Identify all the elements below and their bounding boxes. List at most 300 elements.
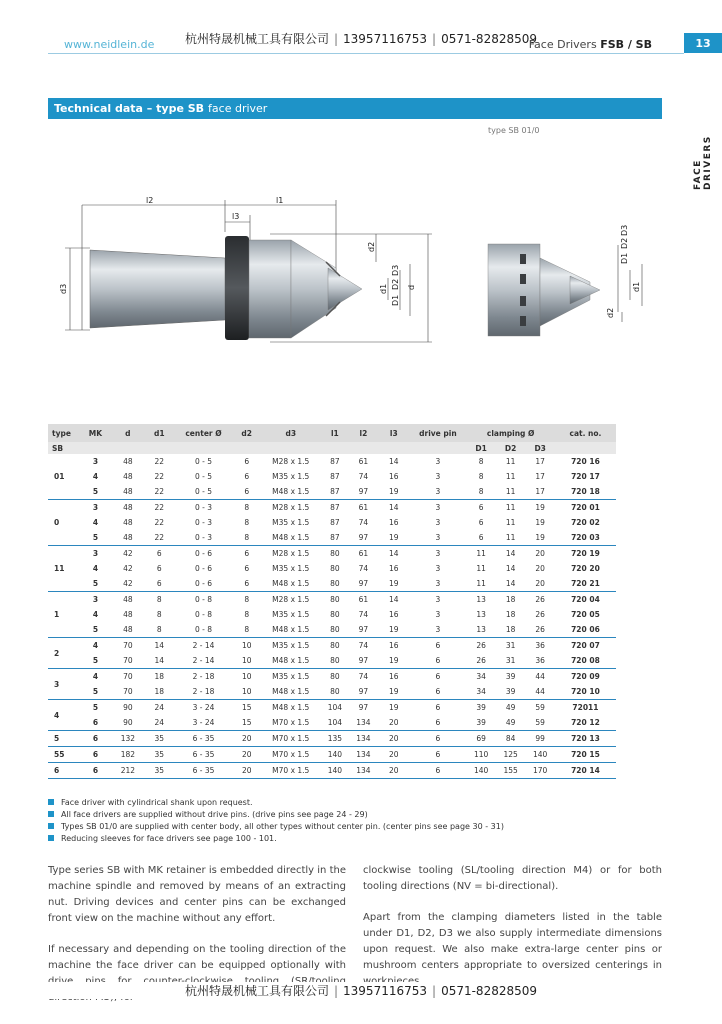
table-cell: 212 [111, 763, 144, 779]
table-cell: M70 x 1.5 [260, 731, 321, 747]
table-row [48, 763, 616, 779]
table-cell: 26 [476, 641, 486, 650]
table-cell: 80 [330, 641, 340, 650]
table-cell: M48 x 1.5 [260, 530, 321, 546]
table-row [48, 576, 616, 592]
table-cell: 80 [330, 564, 340, 573]
table-cell: 97 [349, 622, 379, 638]
table-cell: 49 [496, 715, 526, 731]
technical-data-table [48, 424, 616, 779]
table-cell: 26 [535, 595, 545, 604]
company-fax: 0571-82828509 [441, 984, 538, 998]
table-cell: 5 [80, 622, 111, 638]
table-cell: 17 [535, 472, 545, 481]
table-cell: 18 [505, 610, 516, 619]
table-cell: 34 [476, 672, 486, 681]
table-cell: 3 [92, 457, 99, 466]
table-cell: 140 [321, 763, 349, 779]
table-cell: 11 [466, 576, 496, 592]
table-cell: 20 [378, 731, 409, 747]
table-cell: M35 x 1.5 [272, 641, 310, 650]
table-cell: M35 x 1.5 [272, 518, 310, 527]
table-cell: 74 [358, 518, 369, 527]
table-cell: 3 [409, 484, 466, 500]
table-cell: 8 [244, 503, 250, 512]
table-row [48, 700, 616, 716]
table-cell: M48 x 1.5 [260, 622, 321, 638]
paragraph: clockwise tooling (SL/tooling direction M4) or for both tooling directions (NV = bi-directional). [363, 865, 662, 892]
table-cell: 15 [233, 715, 260, 731]
table-cell: 134 [349, 763, 379, 779]
table-row [48, 638, 616, 654]
table-cell: 61 [358, 549, 369, 558]
table-cell: 14 [389, 457, 399, 466]
table-cell: 4 [92, 564, 99, 573]
table-cell: 48 [123, 518, 133, 527]
table-cell: 35 [145, 731, 174, 747]
table-cell: 6 [435, 703, 441, 712]
table-cell: 74 [358, 672, 369, 681]
table-cell: 22 [145, 530, 174, 546]
table-cell: 0 - 3 [174, 530, 233, 546]
table-cell: 13 [476, 595, 486, 604]
table-cell: 20 [233, 731, 260, 747]
table-cell: 3 [409, 576, 466, 592]
table-cell: 720 09 [571, 672, 600, 681]
table-cell: M35 x 1.5 [272, 672, 310, 681]
table-cell: 59 [525, 715, 555, 731]
table-cell: 3 [92, 503, 99, 512]
side-chapter-label: FACE DRIVERS [693, 135, 713, 190]
table-cell: 0 - 6 [174, 576, 233, 592]
table-cell: 19 [389, 703, 399, 712]
table-cell: 10 [241, 672, 252, 681]
table-cell: 0 - 6 [194, 564, 212, 573]
dim-label-D3-right: D3 [620, 224, 629, 236]
table-cell: 4 [92, 641, 99, 650]
table-cell: 80 [330, 672, 340, 681]
type-cell: 55 [48, 747, 80, 763]
table-cell: 19 [378, 576, 409, 592]
table-cell: 16 [389, 564, 399, 573]
table-cell: 36 [525, 653, 555, 669]
table-row [48, 622, 616, 638]
table-cell: 134 [349, 747, 379, 763]
table-cell: 48 [123, 457, 133, 466]
table-cell: M48 x 1.5 [260, 653, 321, 669]
table-cell: 6 [409, 653, 466, 669]
website-url[interactable]: www.neidlein.de [64, 38, 155, 51]
table-cell: 6 [409, 684, 466, 700]
table-cell: 6 [156, 549, 162, 558]
table-cell: 97 [349, 684, 379, 700]
table-cell: 5 [80, 484, 111, 500]
table-cell: 74 [358, 564, 369, 573]
col-header-mk: MK [80, 424, 111, 442]
table-cell: 8 [145, 622, 174, 638]
note-item: Reducing sleeves for face drivers see page 100 - 101. [48, 832, 648, 844]
col-header-d1: d1 [145, 424, 174, 442]
table-cell: M28 x 1.5 [272, 595, 310, 604]
table-cell: 6 [244, 472, 250, 481]
table-cell: 14 [496, 576, 526, 592]
col-header-drive-pin: drive pin [409, 424, 466, 442]
table-body [48, 454, 616, 779]
table-cell: M28 x 1.5 [272, 503, 310, 512]
table-cell: 3 [92, 549, 99, 558]
table-cell: 61 [358, 503, 369, 512]
table-cell: 87 [330, 457, 340, 466]
table-cell: 5 [92, 703, 99, 712]
table-cell: 0 - 8 [194, 595, 212, 604]
table-cell: 0 - 6 [194, 549, 212, 558]
table-cell: 3 [435, 595, 441, 604]
table-cell: 8 [478, 457, 484, 466]
table-cell: 3 [435, 472, 441, 481]
table-cell: 720 17 [571, 472, 600, 481]
table-cell: 87 [330, 518, 340, 527]
table-cell: 14 [505, 549, 516, 558]
dim-label-d: d [407, 284, 416, 290]
company-phone: 13957116753 [343, 32, 428, 46]
table-cell: 6 [435, 672, 441, 681]
table-cell: 8 [244, 518, 250, 527]
table-cell: 48 [111, 622, 144, 638]
table-row [48, 592, 616, 608]
table-row [48, 684, 616, 700]
table-row [48, 515, 616, 530]
table-cell: 140 [525, 747, 555, 763]
type-cell: 2 [48, 638, 80, 669]
table-cell: 16 [389, 641, 399, 650]
table-cell: 22 [154, 518, 165, 527]
table-cell: 134 [349, 731, 379, 747]
table-row [48, 561, 616, 576]
table-cell: 18 [154, 672, 165, 681]
table-cell: 87 [330, 472, 340, 481]
col-header-d: d [111, 424, 144, 442]
table-cell: 8 [244, 595, 250, 604]
table-cell: 17 [525, 484, 555, 500]
table-cell: 13 [476, 610, 486, 619]
table-cell: 140 [466, 763, 496, 779]
dim-label-l2: l2 [146, 196, 154, 205]
table-cell: 0 - 5 [174, 484, 233, 500]
table-cell: 16 [389, 672, 399, 681]
table-cell: 8 [466, 484, 496, 500]
table-cell: 70 [123, 672, 133, 681]
table-cell: 80 [321, 684, 349, 700]
table-cell: 5 [80, 684, 111, 700]
table-cell: 34 [466, 684, 496, 700]
table-cell: 20 [535, 564, 545, 573]
table-cell: 6 [409, 731, 466, 747]
banner-bold: Technical data – type SB [54, 102, 205, 115]
table-cell: 36 [535, 641, 545, 650]
table-cell: M35 x 1.5 [272, 564, 310, 573]
table-cell: 11 [476, 549, 486, 558]
page-number: 13 [684, 33, 722, 53]
company-contact-top: 杭州特晟机械工具有限公司 | 13957116753 | 0571-82828509 [184, 32, 538, 46]
table-cell: 48 [123, 503, 133, 512]
table-cell: 17 [535, 457, 545, 466]
face-driver-front-illustration [488, 244, 600, 336]
table-cell: 720 06 [555, 622, 616, 638]
table-cell: 2 - 14 [174, 653, 233, 669]
table-cell: 3 - 24 [192, 703, 215, 712]
banner-rest: face driver [208, 102, 268, 115]
table-cell: 19 [525, 530, 555, 546]
table-cell: 22 [145, 484, 174, 500]
table-cell: 132 [111, 731, 144, 747]
table-cell: 104 [327, 703, 343, 712]
subheader-D2: D2 [496, 442, 526, 454]
table-cell: 10 [233, 684, 260, 700]
table-cell: 720 03 [555, 530, 616, 546]
table-cell: 90 [111, 715, 144, 731]
table-cell: 74 [358, 610, 369, 619]
table-cell: 720 15 [555, 747, 616, 763]
table-cell: 48 [123, 595, 133, 604]
subheader-D1: D1 [466, 442, 496, 454]
company-contact-bottom: 杭州特晟机械工具有限公司 | 13957116753 | 0571-82828509 [0, 982, 722, 999]
table-cell: 2 - 18 [192, 672, 215, 681]
table-cell: 87 [321, 484, 349, 500]
type-cell: 11 [48, 546, 80, 592]
table-cell: 15 [241, 703, 252, 712]
table-cell: 10 [241, 641, 252, 650]
company-fax: 0571-82828509 [441, 32, 538, 46]
table-cell: 720 10 [555, 684, 616, 700]
table-cell: 39 [476, 703, 486, 712]
note-item: Types SB 01/0 are supplied with center body, all other types without center pin. (center pins see page 30 - 31) [48, 820, 648, 832]
table-cell: 99 [525, 731, 555, 747]
table-cell: 48 [111, 530, 144, 546]
table-cell: 6 [244, 549, 250, 558]
table-row [48, 469, 616, 484]
type-cell: 3 [48, 669, 80, 700]
dim-label-D1-left: D1 [391, 294, 400, 306]
col-header-d3: d3 [260, 424, 321, 442]
table-cell: 44 [525, 684, 555, 700]
table-cell: 97 [358, 703, 369, 712]
table-cell: 61 [358, 457, 369, 466]
table-cell: 6 [145, 576, 174, 592]
type-cell: 01 [48, 454, 80, 500]
table-cell: 19 [535, 518, 545, 527]
table-cell: 6 [466, 530, 496, 546]
table-cell: 3 [435, 457, 441, 466]
table-cell: 720 12 [555, 715, 616, 731]
table-cell: 80 [330, 595, 340, 604]
table-row [48, 500, 616, 516]
type-cell: 0 [48, 500, 80, 546]
table-cell: 720 08 [555, 653, 616, 669]
table-cell: 70 [123, 641, 133, 650]
bullet-square-icon [48, 799, 54, 805]
table-cell: 5 [80, 653, 111, 669]
table-cell: 97 [349, 530, 379, 546]
table-cell: 26 [466, 653, 496, 669]
table-cell: 48 [123, 472, 133, 481]
table-cell: 0 - 8 [174, 622, 233, 638]
bullet-square-icon [48, 811, 54, 817]
table-cell: 720 19 [571, 549, 600, 558]
company-name: 杭州特晟机械工具有限公司 [184, 984, 329, 998]
table-cell: 720 18 [555, 484, 616, 500]
table-cell: 720 13 [555, 731, 616, 747]
dim-label-l1: l1 [276, 196, 284, 205]
table-cell: 16 [389, 610, 399, 619]
section-prefix: Face Drivers [528, 38, 597, 51]
table-row [48, 669, 616, 685]
table-cell: 720 07 [571, 641, 600, 650]
col-header-l1: l1 [321, 424, 349, 442]
paragraph: If necessary and depending on the tooling direction of the machine the face driver can be equipped optionally with [48, 944, 346, 971]
table-cell: 31 [496, 653, 526, 669]
table-cell: 20 [233, 747, 260, 763]
table-cell: 49 [505, 703, 516, 712]
table-cell: 6 [233, 484, 260, 500]
col-header-l2: l2 [349, 424, 379, 442]
table-cell: 3 [435, 564, 441, 573]
dim-label-D3-left: D3 [391, 264, 400, 276]
table-cell: M70 x 1.5 [260, 763, 321, 779]
table-cell: 6 [244, 457, 250, 466]
col-header-d2: d2 [233, 424, 260, 442]
table-cell: M70 x 1.5 [260, 747, 321, 763]
table-cell: 97 [349, 653, 379, 669]
table-cell: 4 [92, 518, 99, 527]
table-cell: 35 [145, 747, 174, 763]
table-row [48, 607, 616, 622]
dim-label-d3: d3 [59, 283, 68, 294]
table-cell: 155 [496, 763, 526, 779]
table-cell: 135 [321, 731, 349, 747]
dim-label-D2-left: D2 [391, 278, 400, 290]
table-cell: 74 [358, 641, 369, 650]
table-cell: 39 [505, 672, 516, 681]
table-row [48, 530, 616, 546]
col-header-center: center Ø [174, 424, 233, 442]
drawing-caption: type SB 01/0 [488, 126, 540, 135]
table-cell: M48 x 1.5 [260, 684, 321, 700]
table-cell: 80 [330, 549, 340, 558]
notes-list [48, 796, 648, 844]
table-cell: 69 [466, 731, 496, 747]
table-cell: 182 [111, 747, 144, 763]
note-item: Face driver with cylindrical shank upon request. [48, 796, 648, 808]
table-cell: 6 - 35 [174, 747, 233, 763]
table-cell: 39 [466, 715, 496, 731]
table-cell: 61 [358, 595, 369, 604]
type-cell: 1 [48, 592, 80, 638]
table-cell: 11 [505, 518, 516, 527]
table-cell: 8 [156, 595, 162, 604]
table-cell: 720 14 [555, 763, 616, 779]
table-cell: 26 [525, 622, 555, 638]
table-cell: 6 [80, 763, 111, 779]
table-cell: 19 [378, 653, 409, 669]
table-cell: 20 [378, 747, 409, 763]
table-cell: 6 [409, 747, 466, 763]
table-cell: 3 [435, 518, 441, 527]
bullet-square-icon [48, 823, 54, 829]
table-cell: 0 - 8 [194, 610, 212, 619]
table-cell: 87 [321, 530, 349, 546]
table-cell: 20 [535, 549, 545, 558]
table-header-row [48, 424, 616, 442]
dim-label-d2: d2 [367, 241, 376, 252]
table-cell: 11 [505, 472, 516, 481]
table-cell: 3 [409, 530, 466, 546]
table-cell: 6 [233, 576, 260, 592]
table-cell: 10 [233, 653, 260, 669]
table-cell: 20 [378, 715, 409, 731]
table-cell: 70 [111, 653, 144, 669]
table-cell: 170 [525, 763, 555, 779]
table-cell: 39 [496, 684, 526, 700]
table-cell: 24 [145, 715, 174, 731]
table-cell: 2 - 18 [174, 684, 233, 700]
table-cell: 14 [145, 653, 174, 669]
table-cell: 26 [535, 610, 545, 619]
table-cell: 4 [92, 472, 99, 481]
table-cell: 5 [80, 530, 111, 546]
dim-label-l3: l3 [232, 212, 240, 221]
table-cell: 720 16 [571, 457, 600, 466]
table-cell: 6 [80, 747, 111, 763]
table-cell: 24 [154, 703, 165, 712]
table-cell: 48 [111, 484, 144, 500]
table-cell: 13 [466, 622, 496, 638]
table-cell: 3 [92, 595, 99, 604]
table-cell: 14 [389, 595, 399, 604]
dim-label-d1: d1 [379, 283, 388, 294]
table-cell: 84 [496, 731, 526, 747]
table-cell: 6 [478, 503, 484, 512]
table-cell: 6 [80, 715, 111, 731]
table-cell: M28 x 1.5 [272, 549, 310, 558]
col-header-clamping: clamping Ø [466, 424, 555, 442]
table-cell: 11 [496, 484, 526, 500]
table-cell: 90 [123, 703, 133, 712]
table-cell: 22 [154, 472, 165, 481]
dim-label-D1-right: D1 [620, 252, 629, 264]
table-cell: 72011 [572, 703, 599, 712]
table-cell: 80 [321, 653, 349, 669]
dim-label-d1-right: d1 [632, 281, 641, 292]
table-cell: 11 [505, 503, 516, 512]
table-cell: 19 [378, 684, 409, 700]
face-driver-illustration [90, 236, 362, 340]
table-row [48, 731, 616, 747]
table-cell: 14 [505, 564, 516, 573]
company-name: 杭州特晟机械工具有限公司 [184, 32, 329, 46]
table-cell: 6 [478, 518, 484, 527]
table-cell: 48 [123, 610, 133, 619]
table-cell: 3 [409, 622, 466, 638]
table-row [48, 747, 616, 763]
table-cell: M35 x 1.5 [272, 610, 310, 619]
table-cell: 110 [466, 747, 496, 763]
table-cell: 16 [389, 518, 399, 527]
subheader-D3: D3 [525, 442, 555, 454]
type-cell: 4 [48, 700, 80, 731]
table-cell: 22 [154, 457, 165, 466]
paragraph: Type series SB with MK retainer is embedded directly in the machine spindle and removed by means of an extracting nut. Driving devices and center pins can be exchanged front view on the machine without any effort. [48, 865, 346, 924]
col-header-type: type [48, 424, 80, 442]
